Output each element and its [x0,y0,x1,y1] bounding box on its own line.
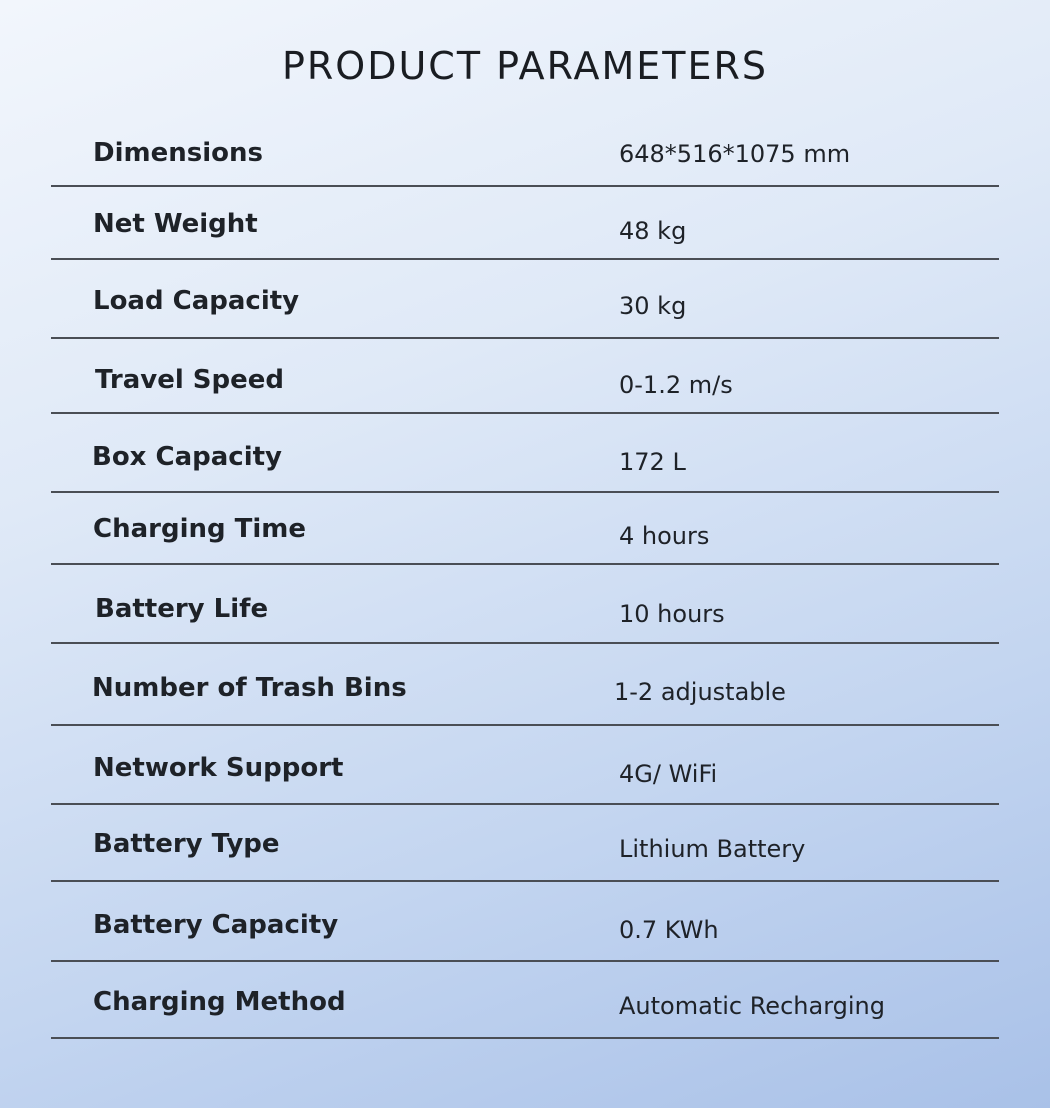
param-label-load-capacity: Load Capacity [93,286,300,316]
table-row [51,260,999,339]
param-label-battery-life: Battery Life [95,594,269,624]
param-value-charging-method: Automatic Recharging [619,992,885,1020]
param-label-dimensions: Dimensions [93,138,263,168]
table-row [51,187,999,260]
param-label-net-weight: Net Weight [93,209,258,239]
parameter-table [51,112,999,1039]
table-row [51,414,999,493]
param-value-charging-time: 4 hours [619,522,710,550]
param-label-charging-time: Charging Time [93,514,307,544]
param-label-battery-type: Battery Type [93,829,280,859]
param-value-network-support: 4G/ WiFi [619,760,718,788]
param-value-travel-speed: 0-1.2 m/s [619,371,733,399]
param-label-battery-capacity: Battery Capacity [93,910,339,940]
table-row [51,339,999,414]
param-label-network-support: Network Support [93,753,344,783]
param-value-net-weight: 48 kg [619,217,687,245]
table-row [51,644,999,726]
param-value-dimensions: 648*516*1075 mm [619,140,851,168]
param-value-box-capacity: 172 L [619,448,686,476]
page-title: PRODUCT PARAMETERS [281,44,768,88]
table-row [51,493,999,565]
table-row [51,726,999,805]
param-value-load-capacity: 30 kg [619,292,687,320]
table-row [51,805,999,882]
param-value-number-of-trash-bins: 1-2 adjustable [614,678,786,706]
table-row [51,112,999,187]
param-label-charging-method: Charging Method [93,987,346,1017]
param-label-box-capacity: Box Capacity [92,442,282,472]
param-value-battery-type: Lithium Battery [619,835,806,863]
table-row [51,962,999,1039]
table-row [51,565,999,644]
param-value-battery-life: 10 hours [619,600,725,628]
table-row [51,882,999,962]
param-label-number-of-trash-bins: Number of Trash Bins [92,673,407,703]
param-value-battery-capacity: 0.7 KWh [619,916,719,944]
param-label-travel-speed: Travel Speed [95,365,285,395]
